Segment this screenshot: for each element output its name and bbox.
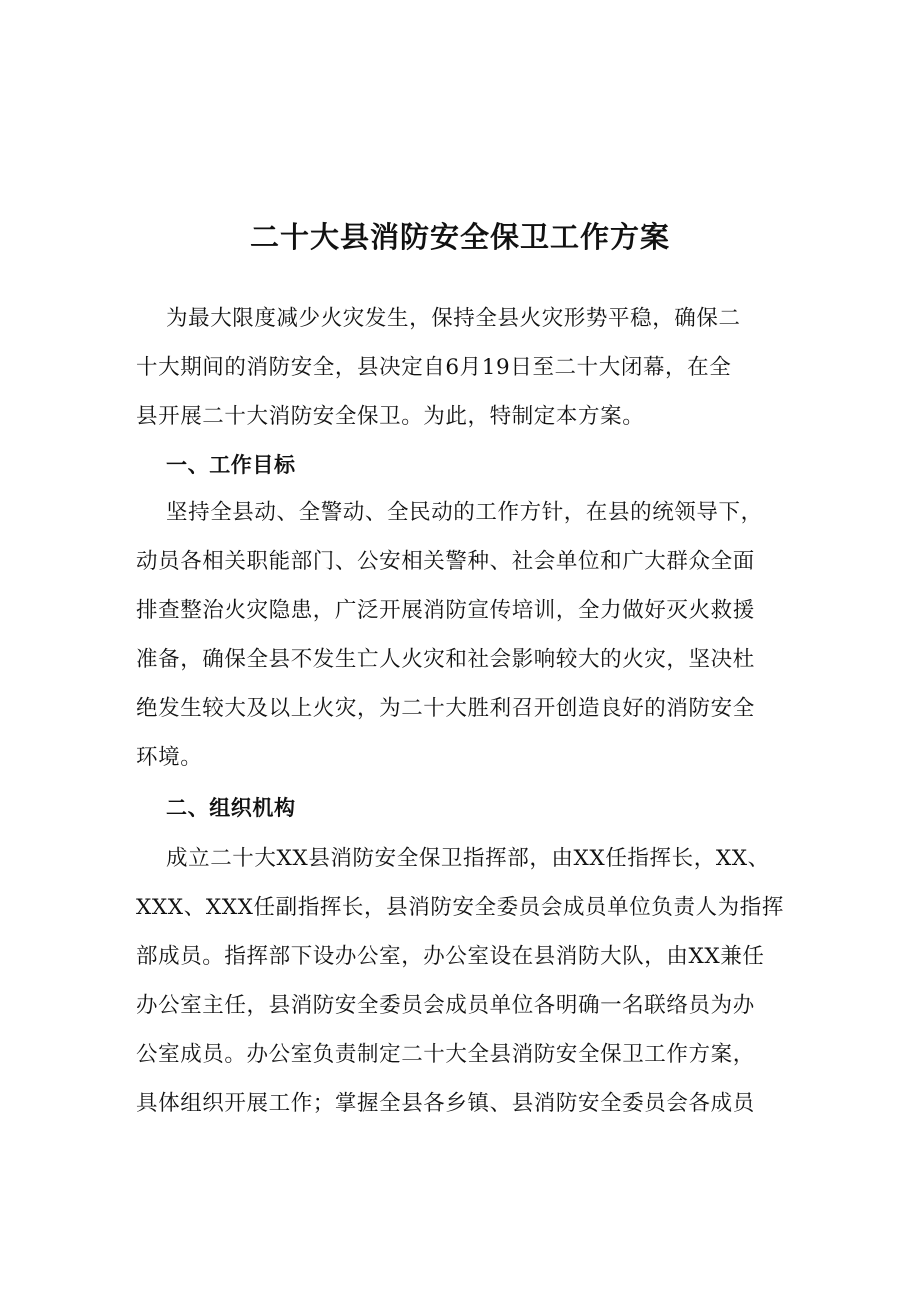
goals-line-2: 动员各相关职能部门、公安相关警种、社会单位和广大群众全面 <box>136 549 755 574</box>
goals-line-6: 环境。 <box>136 745 203 770</box>
organization-line-2: XXX、XXX任副指挥长，县消防安全委员会成员单位负责人为指挥 <box>136 895 784 920</box>
goals-line-4: 准备，确保全县不发生亡人火灾和社会影响较大的火灾，坚决杜 <box>136 647 755 672</box>
intro-line-1: 为最大限度减少火灾发生，保持全县火灾形势平稳，确保二 <box>166 306 741 331</box>
section-heading-goals: 一、工作目标 <box>166 453 296 477</box>
organization-line-3: 部成员。指挥部下设办公室，办公室设在县消防大队，由XX兼任 <box>136 944 765 969</box>
organization-line-4: 办公室主任，县消防安全委员会成员单位各明确一名联络员为办 <box>136 993 755 1018</box>
document-title: 二十大县消防安全保卫工作方案 <box>249 220 670 254</box>
intro-line-2: 十大期间的消防安全，县决定自6月19日至二十大闭幕，在全 <box>136 355 732 380</box>
goals-line-5: 绝发生较大及以上火灾，为二十大胜利召开创造良好的消防安全 <box>136 696 755 721</box>
organization-line-5: 公室成员。办公室负责制定二十大全县消防安全保卫工作方案， <box>136 1042 755 1067</box>
goals-line-3: 排查整治火灾隐患，广泛开展消防宣传培训，全力做好灭火救援 <box>136 598 755 623</box>
section-heading-organization: 二、组织机构 <box>166 796 296 820</box>
organization-line-6: 具体组织开展工作；掌握全县各乡镇、县消防安全委员会各成员 <box>136 1091 755 1116</box>
intro-line-3: 县开展二十大消防安全保卫。为此，特制定本方案。 <box>136 404 645 429</box>
goals-line-1: 坚持全县动、全警动、全民动的工作方针，在县的统领导下， <box>166 500 763 525</box>
organization-line-1: 成立二十大XX县消防安全保卫指挥部，由XX任指挥长，XX、 <box>166 846 770 871</box>
